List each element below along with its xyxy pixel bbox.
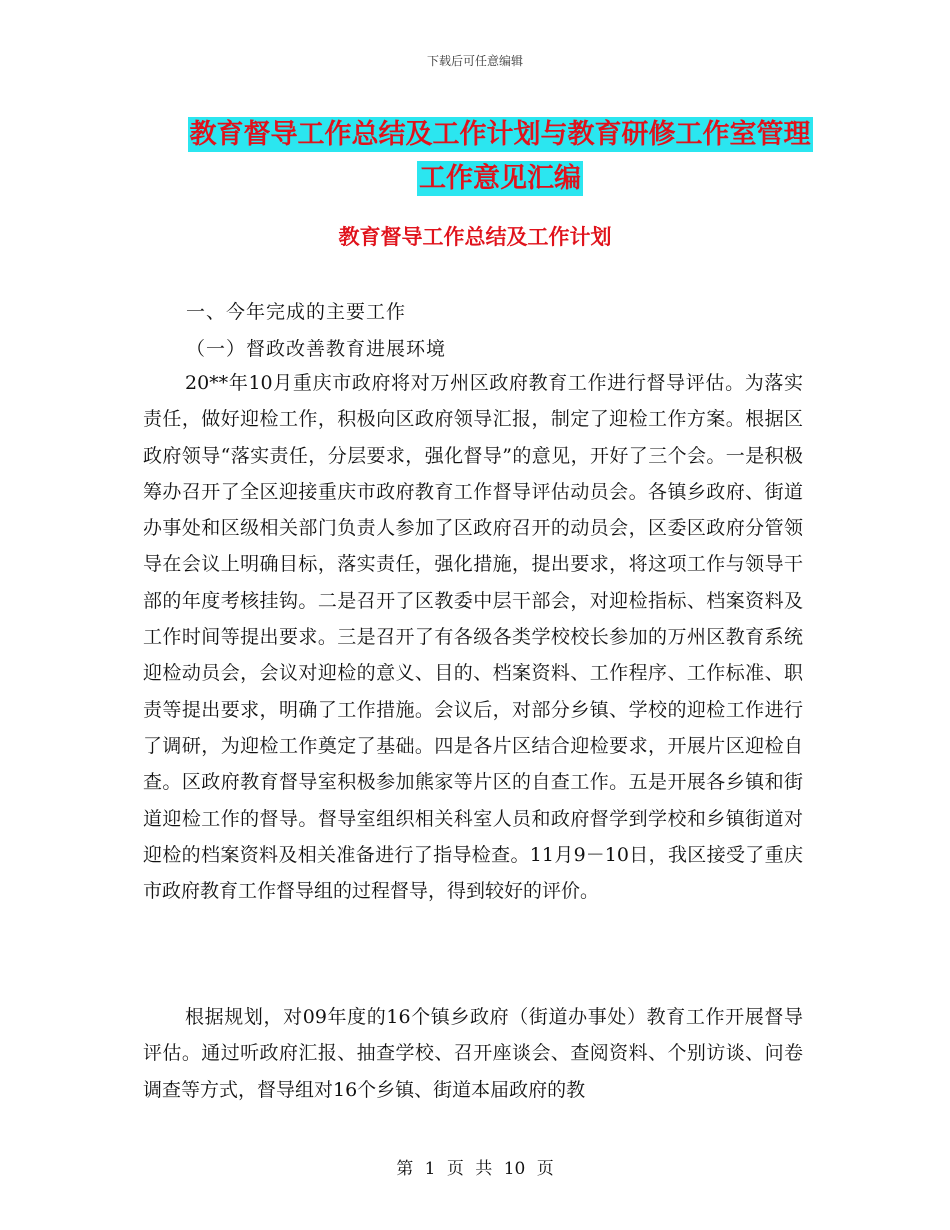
section-title: 教育督导工作总结及工作计划 xyxy=(338,225,612,249)
body-paragraph-1: 20**年10月重庆市政府将对万州区政府教育工作进行督导评估。为落实责任，做好迎检工作，积极向区政府领导汇报，制定了迎检工作方案。根据区政府领导“落实责任，分层要求，强化督导”的意见，开好了三个会。一是积极筹办召开了全区迎接重庆市政府教育工作督导评估动员会。各镇乡政府、街道办事处和区级相关部门负责人参加了区政府召开的动员会，区委区政府分管领导在会议上明确目标，落实责任，强化措施，提出要求，将这项工作与领导干部的年度考核挂钩。二是召开了区教委中层干部会，对迎检指标、档案资料及工作时间等提出要求。三是召开了有各级各类学校校长参加的万州区教育系统迎检动员会，会议对迎检的意义、目的、档案资料、工作程序、工作标准、职责等提出要求，明确了工作措施。会议后，对部分乡镇、学校的迎检工作进行了调研，为迎检工作奠定了基础。四是各片区结合迎检要求，开展片区迎检自查。区政府教育督导室积极参加熊家等片区的自查工作。五是开展各乡镇和街道迎检工作的督导。督导室组织相关科室人员和政府督学到学校和乡镇街道对迎检的档案资料及相关准备进行了指导检查。11月9－10日，我区接受了重庆市政府教育工作督导组的过程督导，得到较好的评价。 xyxy=(143,372,803,903)
document-title-line-2: 工作意见汇编 xyxy=(419,163,581,194)
page-footer: 第 1 页 共 10 页 xyxy=(396,1159,554,1179)
header-note: 下载后可任意编辑 xyxy=(426,54,523,68)
document-title-line-1: 教育督导工作总结及工作计划与教育研修工作室管理 xyxy=(189,119,811,150)
heading-main-work: 一、今年完成的主要工作 xyxy=(186,301,407,323)
body-paragraph-2: 根据规划，对09年度的16个镇乡政府（街道办事处）教育工作开展督导评估。通过听政府汇报、抽查学校、召开座谈会、查阅资料、个别访谈、问卷调查等方式，督导组对16个乡镇、街道本届政府的教 xyxy=(143,1006,803,1101)
heading-supervision-environment: （一）督政改善教育进展环境 xyxy=(186,338,447,360)
